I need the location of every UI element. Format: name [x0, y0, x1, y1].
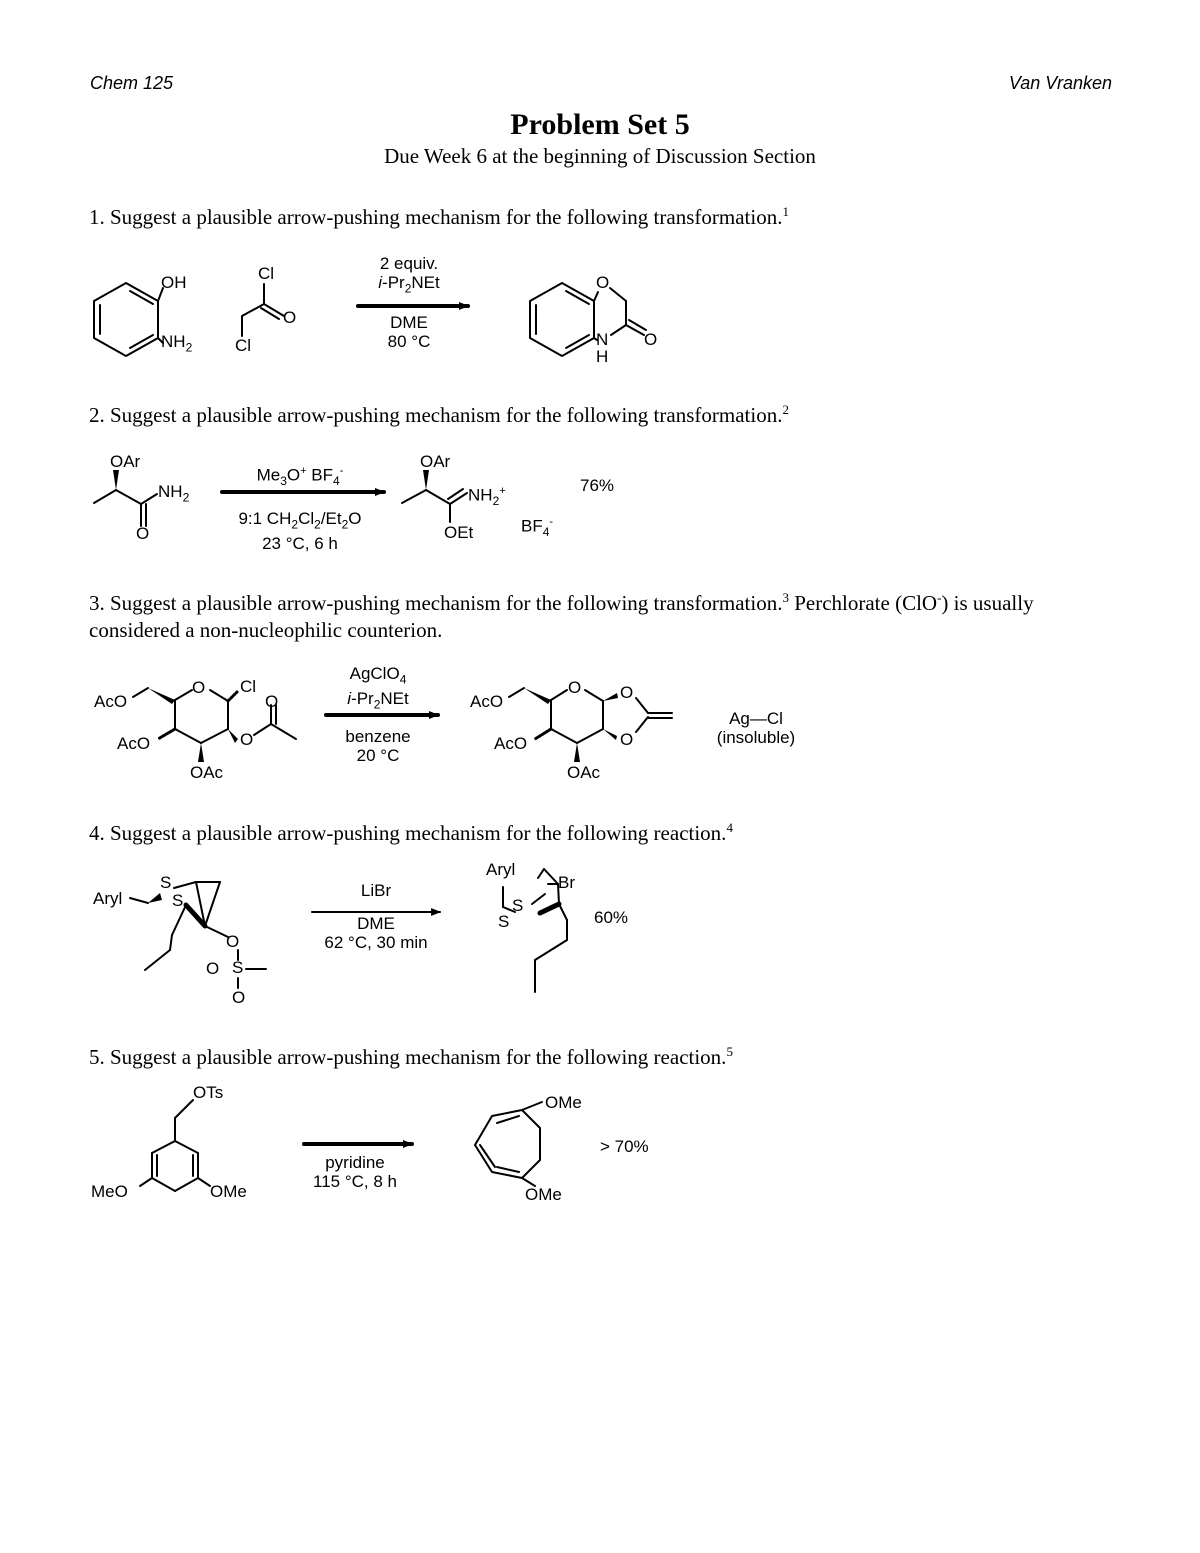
oar-label-1: OAr — [110, 452, 141, 471]
oar-label-2: OAr — [420, 452, 451, 471]
conditions-3: AgClO$_4$ $i-Pr_2NEt$ benzene 20 °C — [345, 664, 411, 765]
ring-h-label: H — [596, 347, 609, 366]
ring-n-label: N — [596, 330, 609, 349]
orthoester-structure — [509, 688, 672, 762]
ring-o-label: O — [596, 273, 610, 292]
instructor-label: Van Vranken — [1008, 73, 1112, 93]
cycloheptatriene-structure — [475, 1102, 542, 1186]
silver-chloride-byproduct: Ag—Cl (insoluble) — [716, 709, 796, 747]
amide-structure — [94, 470, 157, 526]
page-title: Problem Set 5 — [510, 108, 690, 141]
sulfur-label-2: S — [172, 891, 184, 910]
ome-label-2: OMe — [545, 1093, 582, 1112]
sulfonyl-o-label-2: O — [232, 988, 246, 1007]
mesyl-s-label: S — [232, 958, 244, 977]
ring-o-label-3a: O — [192, 678, 206, 697]
dioxolane-o-label-b: O — [620, 730, 634, 749]
aco-label-4: AcO — [494, 734, 528, 753]
bromide-label: Br — [558, 873, 575, 892]
iminium-label: $NH_2^+$ — [468, 485, 506, 509]
meo-label: MeO — [91, 1182, 128, 1201]
benzoxazinone-structure — [530, 283, 646, 356]
chloroacetyl-chloride-structure — [242, 284, 284, 336]
nh2-amide-label: $NH_2$ — [158, 482, 190, 505]
problem-2-text: 2. Suggest a plausible arrow-pushing mechanism for the following transformation.$^2$ — [89, 402, 789, 427]
acetyl-o-label: O — [265, 692, 279, 711]
ome-label-1: OMe — [210, 1182, 247, 1201]
yield-2: 76% — [580, 476, 615, 495]
conditions-1: 2 equiv. $i-Pr_2NEt$ DME 80 °C — [378, 254, 440, 352]
mesylate-o-label: O — [226, 932, 240, 951]
cl-acyl-label: Cl — [258, 264, 275, 283]
course-label: Chem 125 — [90, 73, 174, 93]
aco-label-2: AcO — [117, 734, 151, 753]
oac-label-2: OAc — [567, 763, 601, 782]
ots-label: OTs — [193, 1083, 224, 1102]
amide-o-label: O — [136, 524, 150, 543]
imidate-structure — [402, 470, 467, 522]
aco-label-1: AcO — [94, 692, 128, 711]
oh-label: OH — [161, 273, 187, 292]
problem-1-text: 1. Suggest a plausible arrow-pushing mechanism for the following transformation.$^1$ — [89, 204, 789, 229]
aryl-label-2: Aryl — [486, 860, 516, 879]
ester-o-label: O — [240, 730, 254, 749]
yield-5: > 70% — [600, 1137, 649, 1156]
page-subtitle: Due Week 6 at the beginning of Discussion Section — [384, 144, 816, 168]
sulfur-label-1: S — [160, 873, 172, 892]
nh2-label: $NH_2$ — [161, 332, 193, 355]
cl-alkyl-label: Cl — [235, 336, 252, 355]
bf4-label: $BF_4^-$ — [521, 516, 554, 540]
lactam-o-label: O — [644, 330, 658, 349]
conditions-2: $Me_3O^+$ $BF_4^-$ 9:1 $CH_2Cl_2/Et_2O$ 23 °C, 6 h — [238, 465, 362, 554]
sulfur-label-4: S — [498, 912, 510, 931]
problem-5-text: 5. Suggest a plausible arrow-pushing mechanism for the following reaction.$^5$ — [89, 1044, 733, 1069]
sulfur-label-3: S — [512, 896, 524, 915]
ring-o-label-3b: O — [568, 678, 582, 697]
aminophenol-structure — [94, 283, 163, 356]
yield-4: 60% — [594, 908, 629, 927]
ome-label-3: OMe — [525, 1185, 562, 1204]
dithiane-mesylate-structure — [130, 882, 266, 988]
sulfonyl-o-label-1: O — [206, 959, 220, 978]
conditions-5: pyridine 115 °C, 8 h — [313, 1153, 397, 1191]
oac-label-1: OAc — [190, 763, 224, 782]
carbonyl-o-label: O — [283, 308, 297, 327]
aco-label-3: AcO — [470, 692, 504, 711]
dioxolane-o-label-a: O — [620, 683, 634, 702]
oet-label: OEt — [444, 523, 474, 542]
problem-4-text: 4. Suggest a plausible arrow-pushing mechanism for the following reaction.$^4$ — [89, 820, 733, 845]
anomeric-cl-label: Cl — [240, 677, 257, 696]
conditions-4: LiBr DME 62 °C, 30 min — [324, 881, 428, 952]
problem-3-text: 3. Suggest a plausible arrow-pushing mechanism for the following transformation.$^3$ Perchlorate (ClO-) is usually considered a non-nucleophilic counterion. — [89, 590, 1034, 642]
aryl-label-1: Aryl — [93, 889, 123, 908]
dimethoxy-diene-tosylate-structure — [140, 1100, 210, 1191]
